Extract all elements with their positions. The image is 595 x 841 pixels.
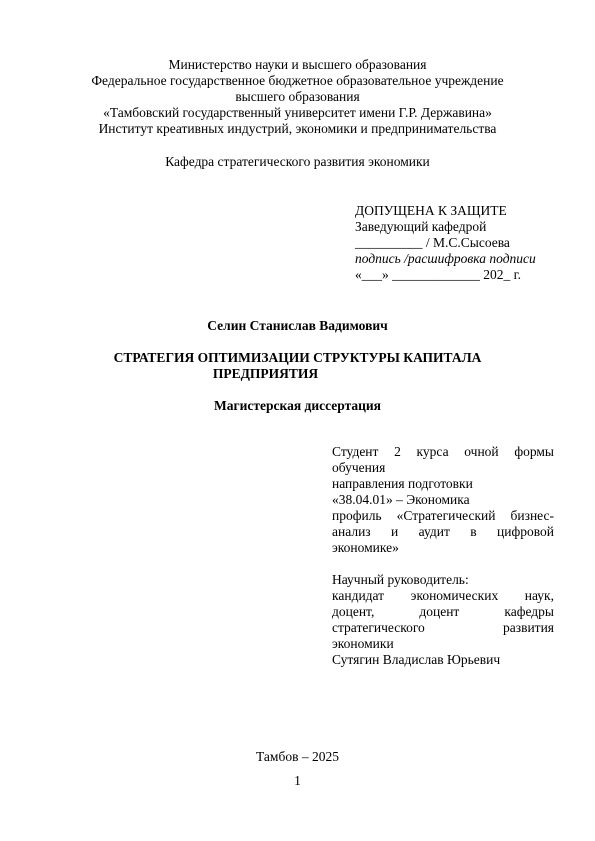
thesis-title	[0, 350, 595, 382]
spacer	[332, 556, 554, 572]
student-info-line: «38.04.01» – Экономика	[332, 492, 470, 507]
student-info-line: обучения	[332, 460, 386, 475]
student-info-line: направления подготовки	[332, 476, 473, 491]
thesis-title-line-2: ПРЕДПРИЯТИЯ	[212, 366, 319, 381]
department-name: Кафедра стратегического развития экономики	[165, 154, 430, 169]
student-info-line: анализ и аудит в цифровой	[332, 524, 554, 539]
author-name: Селин Станислав Вадимович	[207, 318, 388, 333]
supervisor-line: кандидат экономических наук,	[332, 588, 554, 603]
header-line-university: «Тамбовский государственный университет имени Г.Р. Державина»	[103, 105, 492, 120]
header-line-education: высшего образования	[235, 89, 360, 104]
thesis-title-line-1: СТРАТЕГИЯ ОПТИМИЗАЦИИ СТРУКТУРЫ КАПИТАЛА	[113, 350, 482, 365]
supervisor-line: стратегического развития	[332, 620, 554, 635]
approval-date-line: «___» _____________ 202_ г.	[355, 267, 522, 282]
student-info-line: Студент 2 курса очной формы	[332, 444, 554, 459]
supervisor-name: Сутягин Владислав Юрьевич	[332, 652, 501, 667]
page-number: 1	[294, 773, 301, 788]
document-type: Магистерская диссертация	[213, 398, 381, 413]
header-line-institute: Институт креативных индустрий, экономики и предпринимательства	[98, 121, 497, 136]
approval-signature-line: __________ / М.С.Сысоева	[355, 235, 510, 250]
supervisor-line: доцент, доцент кафедры	[332, 604, 554, 619]
student-info-block	[332, 444, 554, 668]
institution-header	[0, 57, 595, 137]
student-info-line: экономике»	[332, 540, 399, 555]
header-line-institution-type: Федеральное государственное бюджетное образовательное учреждение	[91, 73, 504, 88]
supervisor-line: экономики	[332, 636, 394, 651]
approval-signature-caption: подпись /расшифровка подписи	[355, 251, 536, 266]
approval-position: Заведующий кафедрой	[355, 219, 487, 234]
approval-block	[355, 203, 585, 283]
header-line-ministry: Министерство науки и высшего образования	[168, 57, 427, 72]
city-year: Тамбов – 2025	[256, 749, 339, 764]
supervisor-label: Научный руководитель:	[332, 572, 469, 587]
approval-title: ДОПУЩЕНА К ЗАЩИТЕ	[355, 203, 507, 218]
student-info-line: профиль «Стратегический бизнес-	[332, 508, 554, 523]
